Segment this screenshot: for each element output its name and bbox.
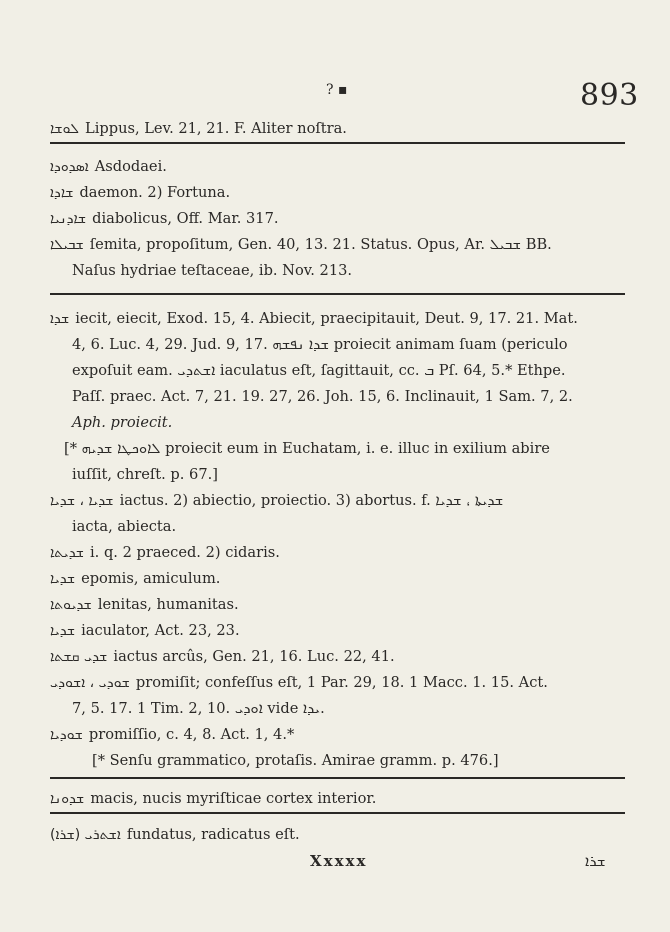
entry (50, 488, 625, 514)
entry-continuation (72, 358, 647, 383)
entry (50, 822, 625, 848)
entry-text: epomis, amiculum. (81, 570, 221, 587)
entry-continuation (72, 514, 647, 539)
entry (50, 786, 625, 812)
syriac-headword: ܫܕܝܬܐ (50, 545, 85, 561)
entry-text: iactus arcûs, Gen. 21, 16. Luc. 22, 41. (113, 648, 395, 665)
entry-text: Paſſ. praec. Act. 7, 21. 19. 27, 26. Joh. 15, 6. Inclinauit, 1 Sam. 7, 2. (72, 388, 573, 405)
entry-text: daemon. 2) Fortuna. (79, 184, 231, 201)
syriac-headword: ܫܘܕܝܐ (50, 727, 83, 743)
syriac-headword: ܫܐܕܐ (50, 185, 74, 201)
entry-text: diabolicus, Off. Mar. 317. (92, 210, 279, 227)
entry (50, 154, 625, 180)
syriac-headword: ܫܒܝܠܐ (50, 237, 84, 253)
entry-text: [* Senſu grammatico, protaſis. Amirae gramm. p. 476.] (92, 752, 499, 769)
entry (50, 306, 625, 332)
entry-text: 7, 5. 17. 1 Tim. 2, 10. ܐܘܕܝ vide ܝܕܐ. (72, 700, 325, 717)
entry-text: iuſſit, chreſt. p. 67.] (72, 466, 218, 483)
header-mark: ? ▪ (326, 82, 348, 98)
entry-text: iaculator, Act. 23, 23. (81, 622, 240, 639)
entry-text: lenitas, humanitas. (97, 596, 239, 613)
entry-text: fundatus, radicatus eſt. (126, 826, 300, 843)
entry-note (64, 436, 639, 461)
syriac-headword: ܫܐܕܢܝܐ (50, 211, 87, 227)
entry (50, 206, 625, 232)
entry-text: iacta, abiecta. (72, 518, 177, 535)
entry (50, 670, 625, 696)
entry-text: Asdodaei. (94, 158, 167, 175)
entry (50, 722, 625, 748)
entry (50, 180, 625, 206)
entry-text: promiſit; confeſſus eſt, 1 Par. 29, 18. 1 Macc. 1. 15. Act. (135, 674, 548, 691)
page-number: 893 (580, 78, 639, 113)
entry-continuation (72, 384, 647, 409)
syriac-headword: ܫܕܝܐ (50, 571, 76, 587)
entry-continuation (72, 696, 647, 721)
entry (50, 116, 625, 142)
entry-continuation (72, 410, 647, 435)
entry (50, 566, 625, 592)
syriac-headword: ܫܕܝܘܬܐ (50, 597, 92, 613)
rule (50, 142, 625, 144)
entry-continuation (72, 258, 647, 283)
rule (50, 812, 625, 814)
syriac-headword: ܫܕܝܐ (50, 623, 76, 639)
entry-note-continuation (72, 462, 647, 487)
entry-text: iactus. 2) abiectio, proiectio. 3) abortus. f. ܫܕܝܬܐ ، ܫܕܝܐ (119, 492, 504, 509)
entry-text: iecit, eiecit, Exod. 15, 4. Abiecit, praecipitauit, Deut. 9, 17. 21. Mat. (75, 310, 578, 327)
syriac-headword: ܫܕܝܐ ، ܫܕܝܐ (50, 493, 114, 509)
entry-note (92, 748, 667, 773)
entry-text: expoſuit eam. ܐܫܬܕܝ iaculatus eſt, ſagittauit, cc. ܒ Pſ. 64, 5.* Ethpe. (72, 362, 566, 379)
entry-text: promiſſio, c. 4, 8. Act. 1, 4.* (88, 726, 295, 743)
entry (50, 232, 625, 258)
rule (50, 293, 625, 295)
entry-text: Lippus, Lev. 21, 21. F. Aliter noſtra. (85, 120, 347, 137)
entry-text: i. q. 2 praeced. 2) cidaris. (90, 544, 280, 561)
syriac-headword: (ܫܪܐ) ܐܫܬܪܝ (50, 827, 121, 843)
syriac-headword: ܫܕܝ ܩܫܬܐ (50, 649, 108, 665)
syriac-headword: ܐܣܕܘܕܐ (50, 159, 89, 175)
catchword: ܫܪܐ (585, 852, 606, 870)
rule (50, 777, 625, 779)
entry-text: [* ܠܐܘܟܛܐ ܫܕܝܗ proiecit eum in Euchatam, i. e. illuc in exilium abire (64, 440, 550, 457)
entry-text: Naſus hydriae teſtaceae, ib. Nov. 213. (72, 262, 353, 279)
syriac-headword: ܫܕܘܢܐ (50, 791, 85, 807)
syriac-headword: ܠܘܫܐ (50, 121, 80, 137)
entry (50, 618, 625, 644)
entry-text: ſemita, propoſitum, Gen. 40, 13. 21. Status. Opus, Ar. ܫܒܝܠ BB. (89, 236, 552, 253)
entry-text: Aph. proiecit. (72, 414, 173, 431)
signature-mark: Xxxxx (310, 852, 368, 870)
entry (50, 644, 625, 670)
entry-text: macis, nucis myriſticae cortex interior. (90, 790, 377, 807)
syriac-headword: ܫܕܐ (50, 311, 70, 327)
entry-text: 4, 6. Luc. 4, 29. Jud. 9, 17. ܫܕܐ ܢܦܫܗ proiecit animam ſuam (periculo (72, 336, 568, 353)
syriac-headword: ܫܘܕܝ ، ܐܫܘܕܝ (50, 675, 130, 691)
entry-continuation (72, 332, 647, 357)
entry (50, 592, 625, 618)
entry (50, 540, 625, 566)
